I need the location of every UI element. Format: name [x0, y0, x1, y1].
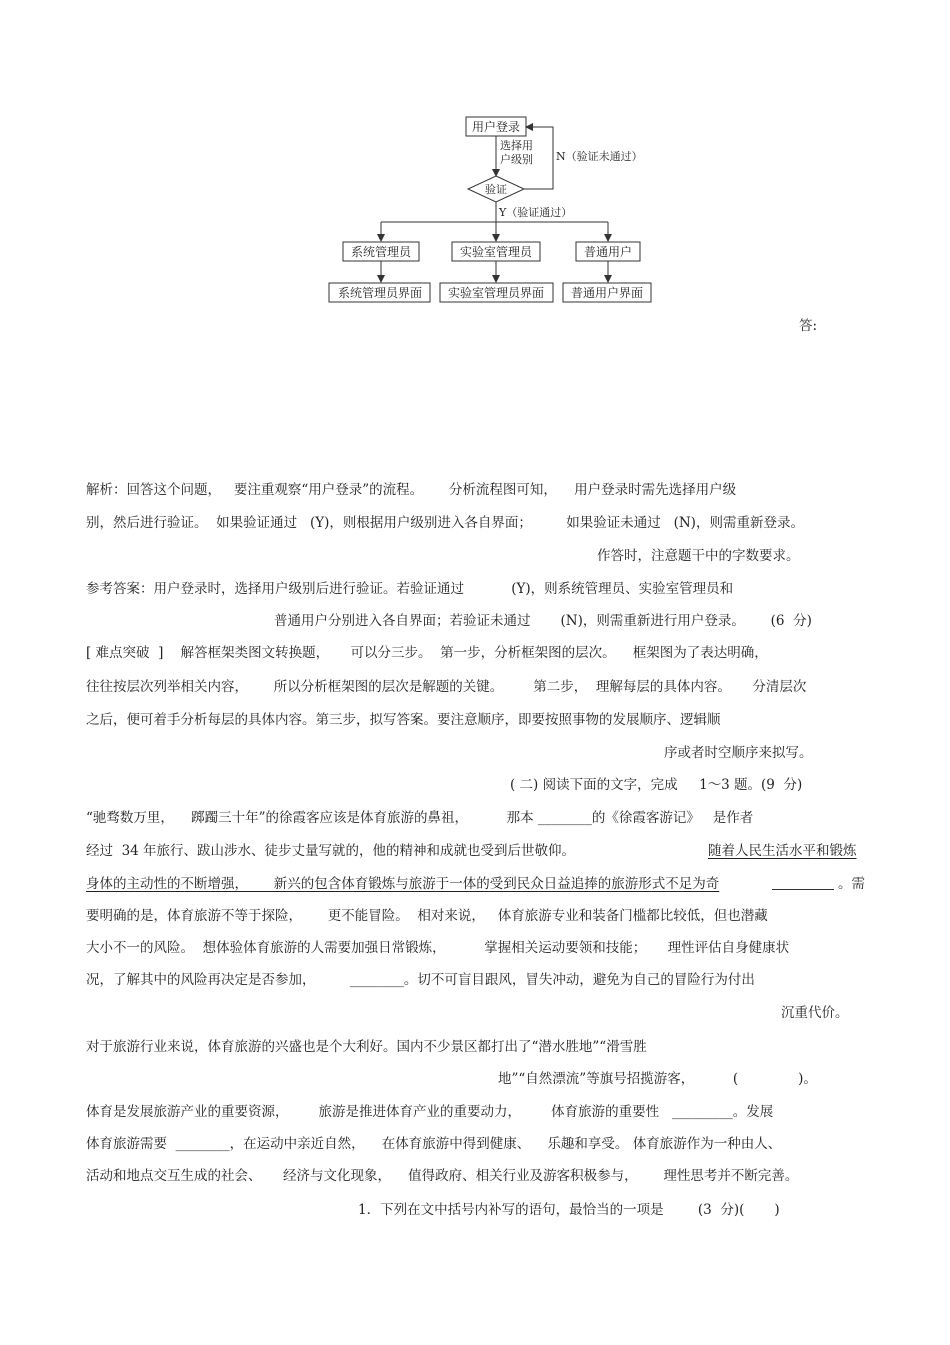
choose-level-label-1: 选择用: [500, 139, 533, 152]
yes-branch-label: Y（验证通过）: [499, 206, 573, 219]
difficulty-line-1: [ 难点突破 ] 解答框架类图文转换题， 可以分三步。 第一步，分析框架图的层次。 框架图为了表达明确，: [86, 645, 768, 661]
analysis-line-3: 作答时，注意题干中的字数要求。: [597, 548, 800, 564]
choose-level-label-2: 户级别: [500, 153, 533, 166]
passage-line-4: 要明确的是，体育旅游不等于探险， 更不能冒险。 相对来说， 体育旅游专业和装备门槛都比较低，但也潜藏: [86, 908, 768, 924]
login-box-label: 用户登录: [471, 120, 521, 134]
analysis-line-1: 解析：回答这个问题， 要注重观察“用户登录”的流程。 分析流程图可知， 用户登录时需先选择用户级: [86, 482, 737, 498]
interface-label-normal-user: 普通用户界面: [570, 286, 644, 300]
passage-underlined-2: 身体的主动性的不断增强， 新兴的包含体育锻炼与旅游于一体的受到民众日益追捧的旅游形式不足为奇: [86, 876, 720, 892]
underline-blank: [772, 889, 834, 890]
no-branch-label: N（验证未通过）: [556, 150, 643, 163]
passage-line-7: 沉重代价。: [781, 1005, 849, 1021]
difficulty-line-3: 之后，便可着手分析每层的具体内容。第三步，拟写答案。要注意顺序，即要按照事物的发展顺序、逻辑顺: [86, 712, 721, 728]
passage-line-5: 大小不一的风险。 想体验体育旅游的人需要加强日常锻炼， 掌握相关运动要领和技能； 理性评估自身健康状: [86, 940, 790, 956]
interface-label-system-admin: 系统管理员界面: [337, 286, 423, 300]
passage-line-10: 体育是发展旅游产业的重要资源， 旅游是推进体育产业的重要动力， 体育旅游的重要性 _________。发展: [86, 1104, 774, 1120]
difficulty-line-2: 往往按层次列举相关内容， 所以分析框架图的层次是解题的关键。 第二步， 理解每层的具体内容。 分清层次: [86, 679, 807, 695]
passage-underlined-1: 随着人民生活水平和锻炼: [708, 843, 857, 859]
role-label-normal-user: 普通用户: [583, 245, 633, 259]
verify-diamond-label: 验证: [485, 183, 507, 196]
passage-line-1: “驰骛数万里， 踯躅三十年”的徐霞客应该是体育旅游的鼻祖， 那本 ________的《徐霞客游记》 是作者: [86, 810, 754, 826]
flowchart-diagram: [0, 0, 950, 320]
passage-line-2: 经过 34 年旅行、跋山涉水、徒步丈量写就的，他的精神和成就也受到后世敬仰。: [86, 843, 576, 859]
section-heading: ( 二) 阅读下面的文字，完成 1～3 题。(9 分): [510, 777, 803, 793]
passage-line-3-end: 。需: [838, 876, 865, 892]
answer-label: 答:: [799, 318, 818, 334]
interface-label-lab-admin: 实验室管理员界面: [447, 286, 545, 300]
passage-line-11: 体育旅游需要 ________，在运动中亲近自然， 在体育旅游中得到健康、 乐趣和享受。 体育旅游作为一种由人、: [86, 1136, 782, 1152]
reference-answer-line-2: 普通用户分别进入各自界面；若验证未通过 (N)，则需重新进行用户登录。 (6 分): [274, 613, 812, 629]
passage-line-6: 况，了解其中的风险再决定是否参加， ________。切不可盲目跟风，冒失冲动，避免为自己的冒险行为付出: [86, 972, 755, 988]
analysis-line-2: 别，然后进行验证。 如果验证通过 (Y)，则根据用户级别进入各自界面； 如果验证未通过 (N)，则需重新登录。: [86, 515, 804, 531]
reference-answer-line-1: 参考答案：用户登录时，选择用户级别后进行验证。若验证通过 (Y)，则系统管理员、实验室管理员和: [86, 581, 734, 597]
role-label-system-admin: 系统管理员: [350, 245, 412, 259]
passage-line-9: 地”“自然漂流”等旗号招揽游客， ( )。: [498, 1071, 817, 1087]
difficulty-line-4: 序或者时空顺序来拟写。: [664, 745, 813, 761]
question-1: 1．下列在文中括号内补写的语句，最恰当的一项是 (3 分)( ): [358, 1202, 780, 1218]
passage-line-12: 活动和地点交互生成的社会、 经济与文化现象， 值得政府、相关行业及游客积极参与， 理性思考并不断完善。: [86, 1168, 799, 1184]
passage-line-8: 对于旅游行业来说，体育旅游的兴盛也是个大利好。国内不少景区都打出了“潜水胜地”“滑雪胜: [86, 1039, 647, 1055]
role-label-lab-admin: 实验室管理员: [459, 245, 533, 259]
